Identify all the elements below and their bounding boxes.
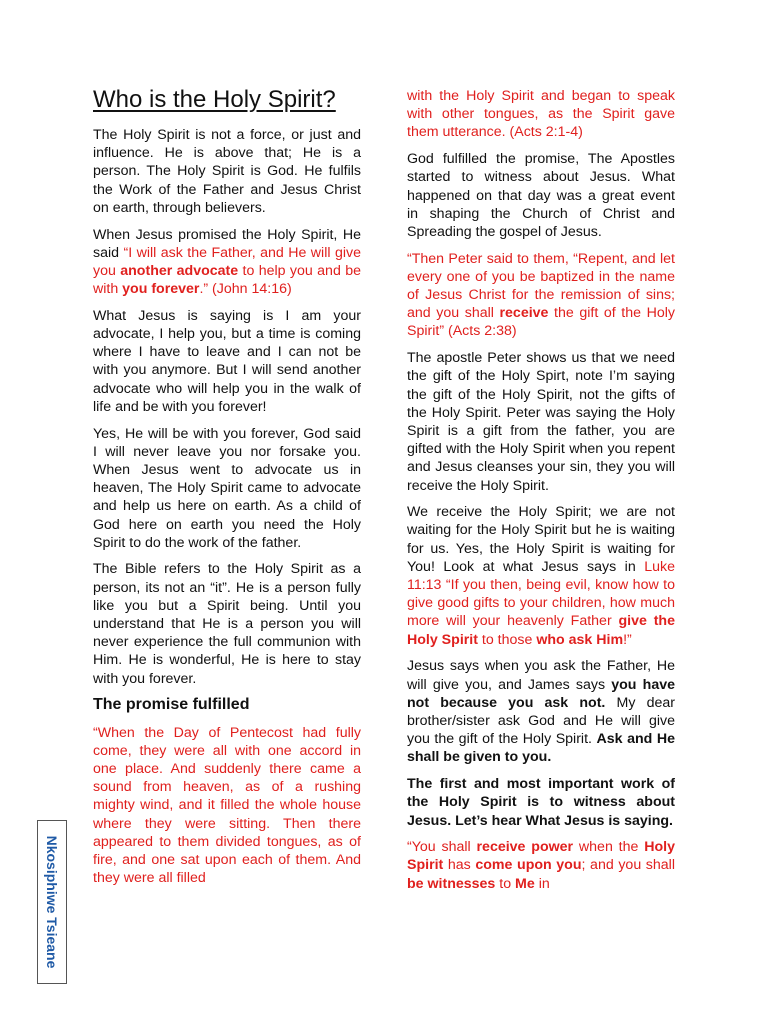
left-column [93, 126, 361, 896]
quote-receive-power: “You shall receive power when the Holy Spirit has come upon you; and you shall be witnesses to Me in [407, 839, 675, 892]
paragraph-advocate: What Jesus is saying is I am your advocate, I help you, but a time is coming where I have to leave and I can not be with you anymore. But I will send another advocate who will help you in the walk of life and be with you forever! [93, 307, 361, 415]
paragraph-peter: The apostle Peter shows us that we need the gift of the Holy Spirt, note I’m saying the gift of the Holy Spirit, not the gifts of the Holy Spirit. Peter was saying the Holy Spirit is a gift from the father, you are gifted with the Holy Spirit when you repent and Jesus cleanses your sin, they you will receive the Holy Spirit. [407, 350, 675, 494]
paragraph-witness: The first and most important work of the Holy Spirit is to witness about Jesus. Let’s hear What Jesus is saying. [407, 776, 675, 829]
paragraph-intro: The Holy Spirit is not a force, or just and influence. He is above that; He is a person. The Holy Spirit is God. He fulfils the Work of the Father and Jesus Christ on earth, through believers. [93, 127, 361, 216]
section-heading: The promise fulfilled [93, 696, 250, 714]
right-column [407, 87, 675, 901]
author-box [37, 820, 67, 984]
paragraph-person: The Bible refers to the Holy Spirit as a person, its not an “it”. He is a person fully like you but a Spirit being. Until you understand that He is a person you will never experience the full communion with Him. He is wonderful, He is here to stay with you forever. [93, 561, 361, 687]
paragraph-forever: Yes, He will be with you forever, God said I will never leave you nor forsake you. When Jesus went to advocate us in heaven, The Holy Spirit came to advocate and help us here on earth. As a child of God here on earth you need the Holy Spirit to do the work of the father. [93, 425, 361, 551]
paragraph-ask: Jesus says when you ask the Father, He will give you, and James says you have not because you ask not. My dear brother/sister ask God and He will give you the gift of the Holy Spirit. Ask and He shall be given to you. [407, 658, 675, 766]
paragraph-fulfilled: God fulfilled the promise, The Apostles started to witness about Jesus. What happened on that day was a great event in shaping the Church of Christ and Spreading the gospel of Jesus. [407, 151, 675, 240]
quote-pentecost: “When the Day of Pentecost had fully come, they were all with one accord in one place. And suddenly there came a sound from heaven, as of a rushing mighty wind, and it filled the whole house where they were sitting. Then there appeared to them divided tongues, as of fire, and one sat upon each of them. And they were all filled [93, 724, 361, 887]
paragraph-waiting: We receive the Holy Spirit; we are not waiting for the Holy Spirit but he is waiting for us. Yes, the Holy Spirit is waiting for You! Look at what Jesus says in Luke 11:13 “If you then, being evil, know how to give good gifts to your children, how much more will your heavenly Father give the Holy Spirit to those who ask Him!” [407, 504, 675, 648]
author-name: Nkosiphiwe Tsieane [44, 835, 60, 969]
page-title: Who is the Holy Spirit? [93, 86, 336, 113]
quote-acts-continued: with the Holy Spirit and began to speak with other tongues, as the Spirit gave them utterance. (Acts 2:1-4) [407, 88, 675, 141]
quote-acts-2-38: “Then Peter said to them, “Repent, and let every one of you be baptized in the name of Jesus Christ for the remission of sins; and you shall receive the gift of the Holy Spirit” (Acts 2:38) [407, 250, 675, 340]
paragraph-promise: When Jesus promised the Holy Spirit, He said “I will ask the Father, and He will give you another advocate to help you and be with you forever.” (John 14:16) [93, 226, 361, 298]
